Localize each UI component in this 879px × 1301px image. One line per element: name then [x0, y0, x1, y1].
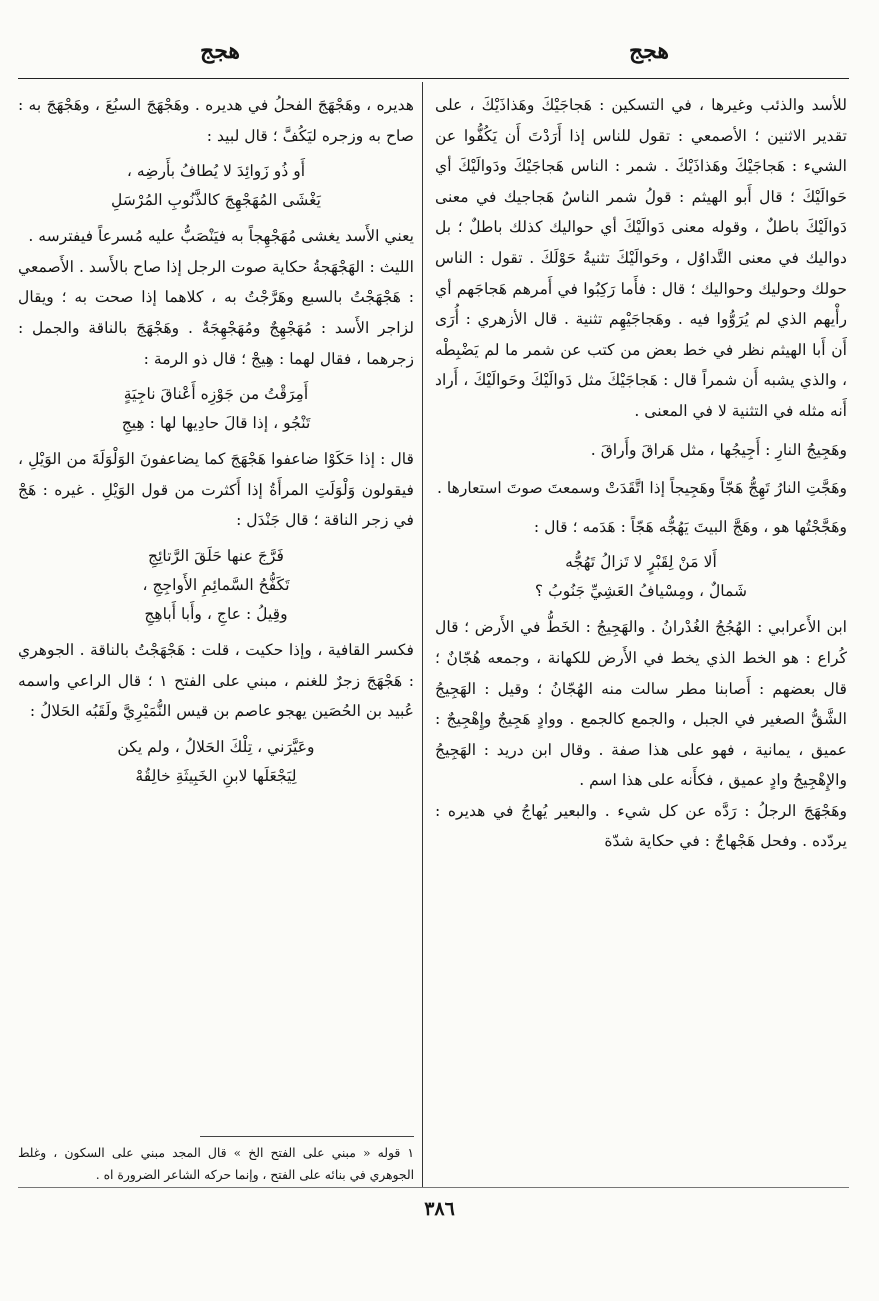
- paragraph: وهَجْهَجَ الرجلُ : رَدَّه عن كل شيء . والبعير يُهاجُ في هديره : يردّده . وفحل هَجْهاجٌ : في حكاية شدّة: [435, 801, 847, 851]
- paragraph: ابن الأَعرابي : الهُجُجُ الغُدْرانُ . والهَجِيجُ : الخَطُّ في الأَرض ؛ قال كُراع : هو الخط الذي يخط في الأَرض للكهانة ، وجمعه هُجّانٌ ؛ قال بعضهم : أَصابنا مطر سالت منه الهُجّانُ ؛ وقيل : الهَجِيجُ الشَّقُّ الصغير في الجبل ، والجمع كالجمع . ووادٍ هَجِيجٌ وإِهْجِيجٌ : عميق ، يمانية ، فهو على هذا صفة . وقال ابن دريد : الهَجِيجُ والإِهْجِيجُ وادٍ عميق ، فكأَنه على هذا اسم .: [435, 618, 847, 790]
- paragraph: قال : إذا حَكَوْا ضاعفوا هَجْهَجَ كما يضاعفونَ الوَلْوَلَةَ من الوَيْلِ ، فيقولون وَلْوَلَتِ المرأَةُ إذا أَكثرت من قول الوَيْلِ . غيره : هَجْ في زجر الناقة ؛ قال جَنْدَل :: [18, 450, 414, 530]
- footnote-rule: [200, 1136, 414, 1137]
- right-column: [435, 90, 847, 1185]
- verse: [18, 380, 414, 438]
- footnote: ١ قوله « مبني على الفتح الخ » قال المجد مبني على السكون ، وغلط الجوهري في بنائه على الفتح ، وإنما حركه الشاعر الضرورة اه .: [18, 1146, 414, 1182]
- verse-line: فَرَّجَ عنها حَلَقَ الرَّتائِجِ: [148, 546, 284, 565]
- verse-line: لِيَجْعَلَها لابنِ الخَبِيثَةِ خالِقُهْ: [135, 766, 297, 785]
- left-column: [18, 90, 414, 1185]
- verse-line: أَلا مَنْ لِقَبْرٍ لا تَزالُ تَهُجُّه: [565, 553, 717, 572]
- paragraph: هديره ، وهَجْهَجَ الفحلُ في هديره . وهَجْهَجَ السبُعَ ، وهَجْهَجَ به : صاح به وزجره ليَكُفَّ ؛ قال لبيد :: [18, 96, 414, 145]
- verse: [18, 157, 414, 215]
- paragraph: وهَجَّتِ النارُ تَهِجُّ هَجّاً وهَجِيجاً إذا اتَّقَدَتْ وسمعتَ صوتَ استعارها .: [436, 479, 847, 498]
- verse: [18, 733, 414, 791]
- verse-line: وقِيلُ : عاجِ ، وأَبا أَباهِجِ: [144, 604, 288, 623]
- verse: [18, 542, 414, 629]
- verse-line: تَنْجُو ، إذا قالَ حادِيها لها : هِيجِ: [121, 414, 311, 433]
- paragraph: وهَجَّجْتُها هو ، وهَجَّ البيتَ يَهُجُّه هَجّاً : هَدَمه ؛ قال :: [533, 517, 847, 536]
- page-number: ٣٨٦: [424, 1198, 455, 1220]
- paragraph: فكسر القافية ، وإذا حكيت ، قلت : هَجْهَجْتُ بالناقة . الجوهري : هَجْهَجَ زجرٌ للغنم ، مبني على الفتح ١ ؛ قال الراعي واسمه عُبيد بن الحُصَين يهجو عاصم بن قيس النُّمَيْرِيَّ ولَقَبُه الحَلالُ :: [18, 640, 414, 721]
- paragraph: يعني الأَسد يغشى مُهَجْهِجاً به فيَنْصَبُّ عليه مُسرعاً فيفترسه .: [28, 227, 414, 246]
- header-word-left: هجج: [200, 38, 241, 64]
- paragraph: للأسد والذئب وغيرها ، في التسكين : هَجاجَيْكَ وهَذاذَيْكَ ، على تقدير الاثنين ؛ الأصمعي : تقول للناس إذا أَرَدْتَ أَن يَكُفُّوا عن الشيء : هَجاجَيْكَ وهَذاذَيْكَ . شمر : الناس هَجاجَيْكَ ودَوالَيْكَ أي حَوالَيْكَ ؛ قال أَبو الهيثم : قولُ شمر الناسُ هَجاجيك في معنى دَوالَيْكَ باطلٌ ، وقوله معنى دَوالَيْكَ أي حواليك كذلك باطلٌ ؛ بل دواليك في معنى التَّداوُل ، وحَوالَيْكَ تثنيةُ حَوْلَكَ . تقول : الناس حولك وحوليك وحواليك ؛ قال : فأَما رَكِبُوا في أَمرهم هَجاجَهم أي رأْيهم الذي لم يُرَوُّوا فيه . وهَجاجَيْهِم تثنية . قال الأزهري : أُرَى أَن أَبا الهيثم نظر في خط بعض من كتب عن شمر ما لم يَضْبِطْه ، والذي يشبه أَن شمراً قال : هَجاجَيْكَ مثل دَوالَيْكَ وحَوالَيْكَ ، أَراد أَنه مثله في التثنية لا في المعنى .: [435, 96, 847, 420]
- header-word-right: هجج: [628, 38, 669, 64]
- verse-line: تَكَفُّحُ السَّمائِمِ الأَواجِجِ ،: [142, 575, 290, 594]
- verse-line: يَغْشَى المُهَجْهِجَ كالذَّنُوبِ المُرْسَلِ: [110, 191, 321, 210]
- verse: [435, 548, 847, 606]
- verse-line: شَمالٌ ، ومِسْيافُ العَشِيِّ جَنُوبُ ؟: [534, 582, 748, 601]
- paragraph: الليث : الهَجْهَجةُ حكاية صوت الرجل إذا صاح بالأَسد . الأَصمعي : هَجْهَجْتُ بالسبع وهَرَّجْتُ به ، كلاهما إذا صحت به ؛ ويقال لزاجر الأَسد : مُهَجْهِجٌ ومُهَجْهِجَةٌ . وهَجْهَجَ بالناقة والجمل : زجرهما ، فقال لهما : هِيجْ ؛ قال ذو الرمة :: [18, 257, 414, 368]
- verse-line: أَمِرَقْتُ من جَوْزِه أَعْناقَ ناجِيَةٍ: [123, 385, 309, 404]
- header-rule: [18, 78, 849, 79]
- paragraph: وهَجِيجُ النارِ : أَجِيجُها ، مثل هَراقَ وأَراقَ .: [590, 440, 847, 459]
- column-separator: [422, 82, 423, 1187]
- bottom-rule: [18, 1187, 849, 1188]
- verse-line: أَو ذُو زَوائِدَ لا يُطافُ بأَرضِه ،: [126, 162, 306, 181]
- verse-line: وعَيَّرَني ، تِلْكَ الحَلالُ ، ولم يكن: [117, 737, 315, 756]
